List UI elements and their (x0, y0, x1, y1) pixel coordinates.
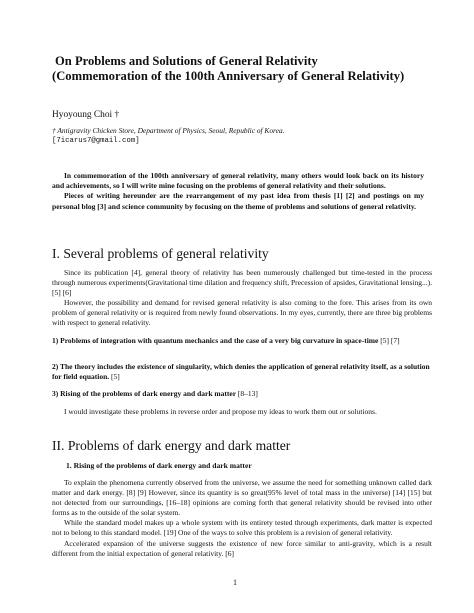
author-name: Hyoyoung Choi † (52, 110, 120, 120)
section-1-closing (52, 407, 432, 417)
problem-item-2 (52, 362, 432, 382)
section-1-paragraph-3: I would investigate these problems in reverse order and propose my ideas to work them out or solutions. (64, 407, 377, 416)
paper-title (52, 54, 452, 84)
author-email: [7icarus7@gmail.com] (52, 137, 140, 145)
section-1-intro (52, 268, 432, 329)
problem-item-1 (52, 336, 432, 346)
section-2-heading: II. Problems of dark energy and dark matter (52, 438, 291, 453)
problem-item-3-ref: [8–13] (236, 389, 258, 398)
section-2-paragraph-3: Accelerated expansion of the universe suggests the existence of new force similar to anti-gravity, which is a result different from the initial expectation of general relativity. [6] (52, 538, 432, 558)
section-1-paragraph-2: However, the possibility and demand for revised general relativity is also coming to the fore. This arises from its own problem of general relativity or is required from newly found observations. In my eyes, currently, there are three big problems with respect to general relativity. (52, 298, 432, 328)
section-1-heading: I. Several problems of general relativity (52, 246, 269, 261)
section-2-subheading: 1. Rising of the problems of dark energy and dark matter (66, 461, 252, 470)
section-2-body (52, 478, 432, 559)
abstract (52, 171, 424, 212)
section-1-paragraph-1: Since its publication [4], general theory of relativity has been numerously challenged but time-tested in the process through numerous experiments(Gravitational time dilation and frequency shift, Precession of apsides, Gravitational lensing...). [5] [6] (52, 268, 432, 298)
section-2-paragraph-1: To explain the phenomena currently observed from the universe, we assume the need for something unknown called dark matter and dark energy. [8] [9] However, since its quantity is so great(95% level of total mass in the universe) [14] [15] but not detected from our surroundings, [16–18] opinions are coming forth that general relativity should be revised into other forms as to the outside of the solar system. (52, 478, 432, 518)
section-2-paragraph-2: While the standard model makes up a whole system with its entirety tested through experiments, dark matter is expected not to belong to this standard model. [19] One of the ways to solve this problem is a revision of general relativity. (52, 518, 432, 538)
problem-item-2-text: 2) The theory includes the existence of singularity, which denies the application of general relativity itself, as a solution for field equation. (52, 362, 430, 382)
author-affiliation: † Antigravity Chicken Store, Department of Physics, Seoul, Republic of Korea. (52, 126, 285, 135)
abstract-paragraph-1: In commemoration of the 100th anniversary of general relativity, many others would look back on its history and achievements, so I will write mine focusing on the problems of general relativity and their solutions. (52, 171, 424, 191)
problem-item-3-text: 3) Rising of the problems of dark energy and dark matter (52, 389, 237, 398)
problem-item-1-ref: [5] [7] (378, 336, 400, 345)
problem-item-3 (52, 389, 432, 399)
problem-item-2-ref: [5] (109, 372, 120, 382)
abstract-paragraph-2: Pieces of writing hereunder are the rearrangement of my past idea from thesis [1] [2] and postings on my personal blog [3] and science community by focusing on the theme of problems and solutions of general relativity. (52, 191, 424, 211)
title-line-2: (Commemoration of the 100th Anniversary of General Relativity) (52, 69, 405, 83)
page-number: 1 (233, 578, 237, 587)
problem-item-1-text: 1) Problems of integration with quantum mechanics and the case of a very big curvature in space-time (52, 336, 379, 345)
title-line-1: On Problems and Solutions of General Relativity (55, 54, 318, 68)
